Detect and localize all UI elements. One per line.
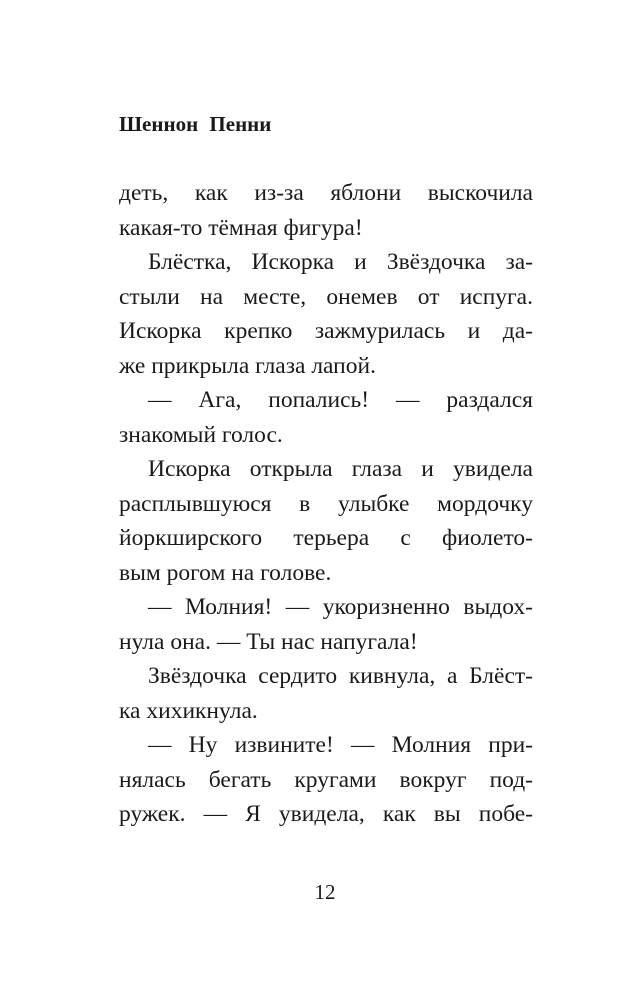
page-body-text bbox=[119, 176, 533, 832]
page-number: 12 bbox=[314, 880, 336, 904]
text-line: — Ну извините! — Молния при- bbox=[148, 732, 533, 758]
text-line: нула она. — Ты нас напугала! bbox=[119, 628, 418, 655]
text-line: же прикрыла глаза лапой. bbox=[119, 352, 376, 379]
text-line: Звёздочка сердито кивнула, а Блёст- bbox=[148, 663, 533, 689]
text-line: Искорка крепко зажмурилась и да- bbox=[119, 318, 533, 344]
text-line: нялась бегать кругами вокруг под- bbox=[119, 766, 533, 793]
text-line: какая-то тёмная фигура! bbox=[119, 214, 363, 241]
text-line: — Ага, попались! — раздался bbox=[148, 387, 533, 413]
text-line: Блёстка, Искорка и Звёздочка за- bbox=[148, 249, 533, 275]
text-line: йоркширского терьера с фиолето- bbox=[119, 525, 533, 551]
text-line: — Молния! — укоризненно выдох- bbox=[148, 594, 533, 620]
text-line: знакомый голос. bbox=[119, 421, 283, 448]
running-header-author: Шеннон Пенни bbox=[119, 112, 272, 136]
text-line: деть, как из-за яблони выскочила bbox=[119, 180, 533, 206]
text-line: ка хихикнула. bbox=[119, 697, 258, 724]
text-line: ружек. — Я увидела, как вы побе- bbox=[119, 801, 533, 827]
text-line: вым рогом на голове. bbox=[119, 559, 332, 586]
text-line: стыли на месте, онемев от испуга. bbox=[119, 283, 533, 310]
text-line: расплывшуюся в улыбке мордочку bbox=[119, 490, 533, 517]
text-line: Искорка открыла глаза и увидела bbox=[148, 456, 533, 482]
